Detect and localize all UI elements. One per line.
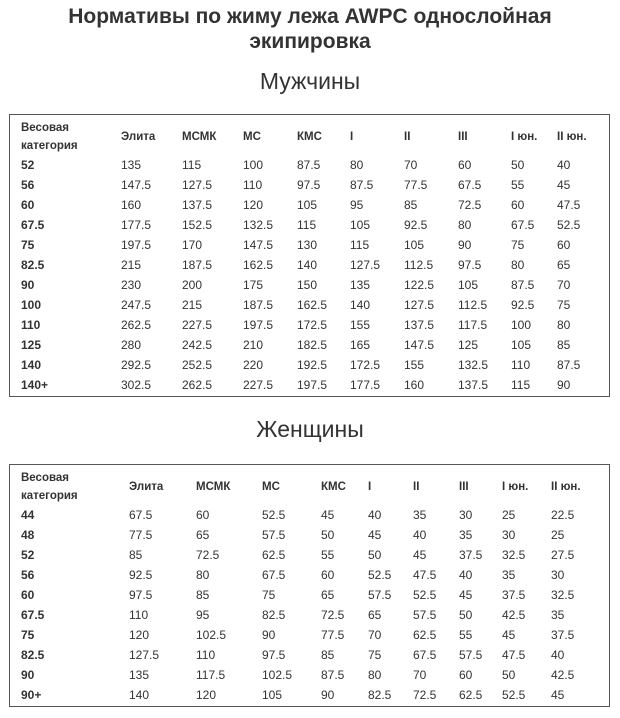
- weight-category-cell: 90+: [21, 688, 42, 702]
- value-cell: 120: [129, 628, 150, 642]
- value-cell: 137.5: [182, 198, 213, 212]
- value-cell: 105: [262, 688, 283, 702]
- table-row: [10, 545, 609, 565]
- table-row: [10, 525, 609, 545]
- weight-category-cell: 75: [21, 238, 35, 252]
- value-cell: 50: [321, 528, 335, 542]
- value-cell: 262.5: [121, 318, 152, 332]
- value-cell: 62.5: [413, 628, 437, 642]
- value-cell: 85: [557, 338, 571, 352]
- value-cell: 105: [458, 278, 479, 292]
- value-cell: 92.5: [511, 298, 535, 312]
- column-header: II юн.: [557, 131, 587, 143]
- value-cell: 40: [459, 568, 473, 582]
- value-cell: 140: [129, 688, 150, 702]
- value-cell: 132.5: [243, 218, 274, 232]
- table-row: [10, 335, 609, 355]
- value-cell: 102.5: [196, 628, 227, 642]
- value-cell: 100: [511, 318, 532, 332]
- column-header: I: [350, 131, 354, 143]
- value-cell: 72.5: [321, 608, 345, 622]
- value-cell: 292.5: [121, 358, 152, 372]
- weight-category-cell: 100: [21, 298, 42, 312]
- value-cell: 75: [557, 298, 571, 312]
- value-cell: 247.5: [121, 298, 152, 312]
- value-cell: 100: [243, 158, 264, 172]
- value-cell: 45: [321, 508, 335, 522]
- value-cell: 92.5: [129, 568, 153, 582]
- value-cell: 32.5: [551, 588, 575, 602]
- value-cell: 72.5: [413, 688, 437, 702]
- value-cell: 110: [511, 358, 531, 372]
- value-cell: 72.5: [196, 548, 220, 562]
- value-cell: 27.5: [551, 548, 575, 562]
- column-header: II юн.: [551, 481, 581, 493]
- weight-category-cell: 52: [21, 548, 35, 562]
- value-cell: 97.5: [129, 588, 153, 602]
- table-row: [10, 375, 609, 395]
- value-cell: 37.5: [459, 548, 483, 562]
- value-cell: 45: [368, 528, 382, 542]
- value-cell: 115: [511, 378, 531, 392]
- table-row: [10, 505, 609, 525]
- value-cell: 52.5: [368, 568, 392, 582]
- value-cell: 35: [502, 568, 516, 582]
- value-cell: 197.5: [297, 378, 328, 392]
- weight-category-cell: 67.5: [21, 608, 45, 622]
- value-cell: 130: [297, 238, 318, 252]
- table-row: [10, 255, 609, 275]
- value-cell: 127.5: [350, 258, 381, 272]
- value-cell: 75: [368, 648, 382, 662]
- table-row: [10, 315, 609, 335]
- value-cell: 37.5: [502, 588, 526, 602]
- value-cell: 175: [243, 278, 264, 292]
- value-cell: 65: [368, 608, 382, 622]
- page-title-line2: экипировка: [249, 30, 371, 53]
- value-cell: 75: [511, 238, 525, 252]
- column-header: Элита: [121, 131, 156, 143]
- weight-category-cell: 67.5: [21, 218, 45, 232]
- value-cell: 55: [511, 178, 525, 192]
- value-cell: 60: [196, 508, 210, 522]
- value-cell: 72.5: [458, 198, 482, 212]
- column-header: I юн.: [502, 481, 529, 493]
- table-row: [10, 195, 609, 215]
- value-cell: 35: [551, 608, 565, 622]
- weight-category-cell: 52: [21, 158, 35, 172]
- table-row: [10, 645, 609, 665]
- value-cell: 87.5: [321, 668, 345, 682]
- header-weight-category-line2: категория: [21, 140, 78, 152]
- value-cell: 162.5: [243, 258, 274, 272]
- value-cell: 172.5: [297, 318, 328, 332]
- value-cell: 57.5: [368, 588, 392, 602]
- value-cell: 25: [502, 508, 516, 522]
- value-cell: 52.5: [262, 508, 286, 522]
- value-cell: 110: [129, 608, 149, 622]
- table-row: [10, 605, 609, 625]
- value-cell: 85: [321, 648, 335, 662]
- weight-category-cell: 56: [21, 568, 35, 582]
- value-cell: 112.5: [458, 298, 488, 312]
- value-cell: 45: [551, 688, 565, 702]
- column-header: КМС: [321, 481, 346, 493]
- value-cell: 182.5: [297, 338, 328, 352]
- value-cell: 55: [321, 548, 335, 562]
- value-cell: 110: [243, 178, 263, 192]
- value-cell: 227.5: [243, 378, 274, 392]
- value-cell: 87.5: [511, 278, 535, 292]
- value-cell: 77.5: [129, 528, 153, 542]
- header-weight-category: Весовая: [21, 122, 69, 134]
- value-cell: 57.5: [459, 648, 483, 662]
- value-cell: 45: [557, 178, 571, 192]
- value-cell: 97.5: [297, 178, 321, 192]
- value-cell: 197.5: [243, 318, 274, 332]
- value-cell: 215: [121, 258, 142, 272]
- value-cell: 262.5: [182, 378, 213, 392]
- value-cell: 117.5: [196, 668, 226, 682]
- value-cell: 137.5: [458, 378, 489, 392]
- value-cell: 85: [404, 198, 418, 212]
- value-cell: 70: [413, 668, 427, 682]
- value-cell: 70: [557, 278, 571, 292]
- header-weight-category-line2: категория: [21, 490, 78, 502]
- column-header: I: [368, 481, 372, 493]
- value-cell: 80: [511, 258, 525, 272]
- value-cell: 177.5: [121, 218, 152, 232]
- value-cell: 110: [196, 648, 216, 662]
- value-cell: 105: [350, 218, 371, 232]
- value-cell: 127.5: [404, 298, 435, 312]
- value-cell: 42.5: [502, 608, 526, 622]
- table-row: [10, 215, 609, 235]
- value-cell: 67.5: [458, 178, 482, 192]
- column-header: МСМК: [182, 131, 217, 143]
- value-cell: 90: [557, 378, 571, 392]
- value-cell: 105: [511, 338, 532, 352]
- value-cell: 55: [459, 628, 473, 642]
- value-cell: 57.5: [262, 528, 286, 542]
- value-cell: 80: [368, 668, 382, 682]
- value-cell: 60: [321, 568, 335, 582]
- value-cell: 170: [182, 238, 203, 252]
- value-cell: 45: [459, 588, 473, 602]
- value-cell: 37.5: [551, 628, 575, 642]
- value-cell: 90: [321, 688, 335, 702]
- value-cell: 102.5: [262, 668, 293, 682]
- value-cell: 127.5: [182, 178, 213, 192]
- value-cell: 62.5: [262, 548, 286, 562]
- table-row: [10, 625, 609, 645]
- value-cell: 52.5: [502, 688, 526, 702]
- value-cell: 80: [557, 318, 571, 332]
- weight-category-cell: 60: [21, 198, 35, 212]
- weight-category-cell: 82.5: [21, 648, 45, 662]
- value-cell: 47.5: [413, 568, 437, 582]
- value-cell: 32.5: [502, 548, 526, 562]
- column-header: КМС: [297, 131, 322, 143]
- value-cell: 215: [182, 298, 203, 312]
- value-cell: 30: [551, 568, 565, 582]
- value-cell: 45: [502, 628, 516, 642]
- column-header: III: [458, 131, 468, 143]
- value-cell: 162.5: [297, 298, 328, 312]
- value-cell: 80: [350, 158, 364, 172]
- column-header: МСМК: [196, 481, 231, 493]
- value-cell: 242.5: [182, 338, 213, 352]
- value-cell: 112.5: [404, 258, 434, 272]
- value-cell: 67.5: [413, 648, 437, 662]
- table-row: [10, 585, 609, 605]
- value-cell: 105: [297, 198, 318, 212]
- value-cell: 135: [350, 278, 371, 292]
- value-cell: 42.5: [551, 668, 575, 682]
- value-cell: 115: [297, 218, 317, 232]
- value-cell: 132.5: [458, 358, 489, 372]
- value-cell: 75: [262, 588, 276, 602]
- value-cell: 165: [350, 338, 371, 352]
- value-cell: 227.5: [182, 318, 213, 332]
- value-cell: 125: [458, 338, 479, 352]
- weight-category-cell: 110: [21, 318, 41, 332]
- weight-category-cell: 140+: [21, 378, 49, 392]
- value-cell: 87.5: [350, 178, 374, 192]
- value-cell: 35: [459, 528, 473, 542]
- table-row: [10, 175, 609, 195]
- value-cell: 160: [404, 378, 425, 392]
- weight-category-cell: 90: [21, 668, 35, 682]
- value-cell: 150: [297, 278, 318, 292]
- value-cell: 85: [129, 548, 143, 562]
- weight-category-cell: 125: [21, 338, 42, 352]
- men-heading: Мужчины: [259, 68, 361, 94]
- table-row: [10, 275, 609, 295]
- value-cell: 80: [196, 568, 210, 582]
- value-cell: 187.5: [243, 298, 274, 312]
- value-cell: 40: [557, 158, 571, 172]
- column-header: III: [459, 481, 469, 493]
- value-cell: 92.5: [404, 218, 428, 232]
- value-cell: 82.5: [262, 608, 286, 622]
- value-cell: 77.5: [321, 628, 345, 642]
- value-cell: 122.5: [404, 278, 435, 292]
- value-cell: 140: [350, 298, 371, 312]
- value-cell: 200: [182, 278, 203, 292]
- value-cell: 147.5: [121, 178, 152, 192]
- value-cell: 40: [551, 648, 565, 662]
- value-cell: 220: [243, 358, 264, 372]
- value-cell: 70: [368, 628, 382, 642]
- header-weight-category: Весовая: [21, 472, 69, 484]
- weight-category-cell: 75: [21, 628, 35, 642]
- table-row: [10, 665, 609, 685]
- value-cell: 80: [458, 218, 472, 232]
- value-cell: 140: [297, 258, 318, 272]
- value-cell: 280: [121, 338, 142, 352]
- value-cell: 40: [368, 508, 382, 522]
- value-cell: 47.5: [502, 648, 526, 662]
- value-cell: 52.5: [413, 588, 437, 602]
- value-cell: 45: [413, 548, 427, 562]
- value-cell: 52.5: [557, 218, 581, 232]
- value-cell: 50: [368, 548, 382, 562]
- value-cell: 47.5: [557, 198, 581, 212]
- page-title-line1: Нормативы по жиму лежа AWPC однослойная: [68, 5, 552, 28]
- value-cell: 77.5: [404, 178, 428, 192]
- weight-category-cell: 82.5: [21, 258, 45, 272]
- column-header: Элита: [129, 481, 164, 493]
- value-cell: 135: [121, 158, 142, 172]
- weight-category-cell: 90: [21, 278, 35, 292]
- value-cell: 85: [196, 588, 210, 602]
- value-cell: 147.5: [243, 238, 274, 252]
- value-cell: 67.5: [262, 568, 286, 582]
- value-cell: 60: [511, 198, 525, 212]
- value-cell: 160: [121, 198, 142, 212]
- value-cell: 302.5: [121, 378, 152, 392]
- value-cell: 97.5: [458, 258, 482, 272]
- value-cell: 90: [262, 628, 276, 642]
- value-cell: 67.5: [511, 218, 535, 232]
- value-cell: 117.5: [458, 318, 488, 332]
- value-cell: 57.5: [413, 608, 437, 622]
- column-header: МС: [262, 481, 280, 493]
- table-row: [10, 685, 609, 705]
- value-cell: 230: [121, 278, 142, 292]
- value-cell: 95: [350, 198, 364, 212]
- column-header: МС: [243, 131, 261, 143]
- value-cell: 60: [458, 158, 472, 172]
- value-cell: 50: [502, 668, 516, 682]
- value-cell: 137.5: [404, 318, 435, 332]
- table-row: [10, 155, 609, 175]
- weight-category-cell: 56: [21, 178, 35, 192]
- value-cell: 192.5: [297, 358, 328, 372]
- value-cell: 105: [404, 238, 425, 252]
- value-cell: 22.5: [551, 508, 575, 522]
- value-cell: 87.5: [557, 358, 581, 372]
- value-cell: 120: [196, 688, 217, 702]
- men-table: [9, 114, 610, 397]
- value-cell: 187.5: [182, 258, 213, 272]
- value-cell: 252.5: [182, 358, 213, 372]
- value-cell: 25: [551, 528, 565, 542]
- value-cell: 87.5: [297, 158, 321, 172]
- value-cell: 90: [458, 238, 472, 252]
- value-cell: 177.5: [350, 378, 381, 392]
- value-cell: 155: [350, 318, 371, 332]
- value-cell: 147.5: [404, 338, 435, 352]
- table-row: [10, 235, 609, 255]
- value-cell: 115: [182, 158, 202, 172]
- value-cell: 65: [196, 528, 210, 542]
- value-cell: 97.5: [262, 648, 286, 662]
- value-cell: 30: [502, 528, 516, 542]
- weight-category-cell: 44: [21, 508, 35, 522]
- value-cell: 30: [459, 508, 473, 522]
- value-cell: 62.5: [459, 688, 483, 702]
- weight-category-cell: 60: [21, 588, 35, 602]
- value-cell: 172.5: [350, 358, 381, 372]
- value-cell: 67.5: [129, 508, 153, 522]
- value-cell: 197.5: [121, 238, 152, 252]
- weight-category-cell: 140: [21, 358, 42, 372]
- value-cell: 115: [350, 238, 370, 252]
- table-row: [10, 355, 609, 375]
- value-cell: 82.5: [368, 688, 392, 702]
- value-cell: 50: [459, 608, 473, 622]
- value-cell: 60: [459, 668, 473, 682]
- value-cell: 65: [321, 588, 335, 602]
- value-cell: 60: [557, 238, 571, 252]
- value-cell: 40: [413, 528, 427, 542]
- table-row: [10, 295, 609, 315]
- value-cell: 65: [557, 258, 571, 272]
- weight-category-cell: 48: [21, 528, 35, 542]
- column-header: II: [404, 131, 411, 143]
- value-cell: 135: [129, 668, 150, 682]
- value-cell: 155: [404, 358, 425, 372]
- value-cell: 35: [413, 508, 427, 522]
- value-cell: 210: [243, 338, 264, 352]
- value-cell: 95: [196, 608, 210, 622]
- column-header: II: [413, 481, 420, 493]
- value-cell: 127.5: [129, 648, 160, 662]
- value-cell: 152.5: [182, 218, 213, 232]
- women-heading: Женщины: [256, 416, 364, 442]
- table-row: [10, 565, 609, 585]
- page-title: [0, 4, 620, 54]
- women-table: [9, 464, 610, 707]
- column-header: I юн.: [511, 131, 538, 143]
- value-cell: 50: [511, 158, 525, 172]
- value-cell: 70: [404, 158, 418, 172]
- value-cell: 120: [243, 198, 264, 212]
